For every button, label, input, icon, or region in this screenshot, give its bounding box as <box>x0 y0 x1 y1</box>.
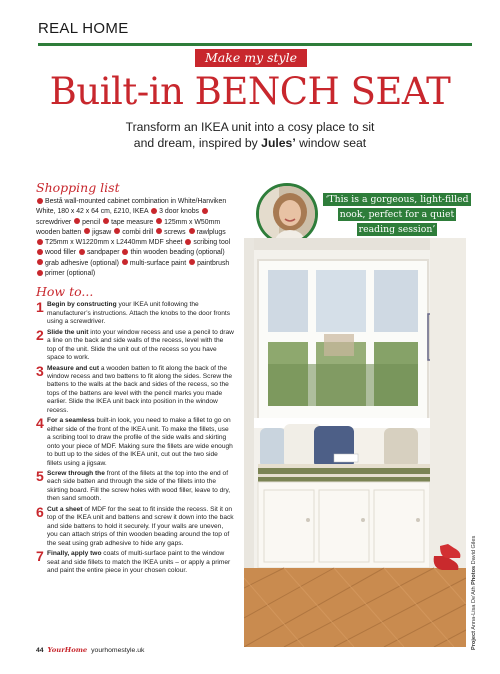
step-text: your IKEA unit following the manufacturer’s instructions. Attach the knobs to the door fronts using a screwdriver. <box>47 301 231 326</box>
bench-seat-photo <box>244 238 466 647</box>
photo-illustration <box>244 238 466 647</box>
step-text: into your window recess and use a pencil to draw a line on the back and side walls of the recess, level with the top of the unit. Slide the unit out of the recess so you have space to work. <box>47 328 234 362</box>
how-to-heading: How to... <box>36 284 94 300</box>
shopping-item: rawlplugs <box>188 229 226 236</box>
bullet-dot-icon <box>37 198 43 204</box>
page-title: Built-in BENCH SEAT <box>49 70 451 113</box>
homeowner-portrait <box>256 183 318 245</box>
shopping-item: wood filler <box>36 249 78 256</box>
shopping-item: grab adhesive (optional) <box>36 260 121 267</box>
shopping-item: tape measure <box>102 219 155 226</box>
shopping-list-heading: Shopping list <box>36 180 120 195</box>
shopping-item: T25mm x W1220mm x L2440mm MDF sheet <box>36 239 184 246</box>
step-number: 5 <box>36 467 44 484</box>
step-text: coats of multi-surface paint to the window seat and side fillets to match the IKEA units – or apply a primer and paint the entire piece in your chosen colour. <box>47 550 231 574</box>
bullet-dot-icon <box>84 228 90 234</box>
step-item <box>36 301 234 326</box>
bullet-dot-icon <box>103 218 109 224</box>
bullet-dot-icon <box>37 239 43 245</box>
step-text: a wooden batten to fit along the back of the window recess and two battens to fit along the sides. Screw the battens to the walls at the back and sides of the recess, so the tops of the battens are level with the pencil marks you made earlier. Slide the IKEA unit back into position in the window recess. <box>47 364 233 414</box>
bullet-dot-icon <box>37 249 43 255</box>
bullet-dot-icon <box>37 270 43 276</box>
bullet-dot-icon <box>122 249 128 255</box>
step-lead: Slide the unit <box>47 328 89 336</box>
bullet-dot-icon <box>189 228 195 234</box>
subtitle-line-2: and dream, inspired by <box>133 136 262 150</box>
step-lead: Cut a sheet <box>47 505 83 513</box>
step-text: built-in look, you need to make a fillet to go on either side of the front of the IKEA unit. To make the fillets, use a scribing tool to draw the profile of the side walls and skirting onto your piece of MDF. Making sure the fillets are wide enough to butt up to the sides of the IKEA unit, cut out the two side fillets using a jigsaw. <box>47 417 233 467</box>
bullet-dot-icon <box>79 249 85 255</box>
bullet-dot-icon <box>185 239 191 245</box>
step-number: 4 <box>36 415 44 432</box>
instructions-column <box>36 180 234 575</box>
subtitle <box>60 119 440 151</box>
step-lead: Finally, apply two <box>47 550 102 558</box>
shopping-item: scribing tool <box>184 239 230 246</box>
bullet-dot-icon <box>74 218 80 224</box>
step-text: front of the fillets at the top into the end of each side batten and through the side of the fillets into the skirting board. Fill the screw holes with wood filler, leave to dry, then sand smooth. <box>47 469 231 503</box>
shopping-item: pencil <box>73 219 102 226</box>
bullet-dot-icon <box>156 228 162 234</box>
step-lead: Screw through the <box>47 469 105 477</box>
bullet-dot-icon <box>122 259 128 265</box>
step-item <box>36 417 234 468</box>
step-item <box>36 467 234 504</box>
step-item <box>36 503 234 548</box>
portrait-image <box>259 186 318 245</box>
page-number: 44 <box>36 647 44 654</box>
website-url: yourhomestyle.uk <box>91 647 145 654</box>
header-rule <box>38 43 472 46</box>
step-lead: Measure and cut <box>47 364 100 372</box>
shopping-item: paintbrush <box>188 260 229 267</box>
shopping-item: multi-surface paint <box>121 260 188 267</box>
shopping-item: screws <box>155 229 187 236</box>
shopping-item: sandpaper <box>78 249 122 256</box>
step-text: of MDF for the seat to fit inside the recess. Sit it on top of the IKEA unit and battens and screw it down into the back and side battens to hold it securely. If your walls are uneven, you can attach strips of thin wooden beading around the top of the seat using grab adhesive to hide any gaps. <box>47 505 234 547</box>
subtitle-name: Jules’ <box>261 136 296 150</box>
shopping-item: Bestå wall-mounted cabinet combination in White/Hanviken White, 180 x 42 x 64 cm, £210, IKEA <box>36 198 227 216</box>
shopping-item: screwdriver <box>36 208 210 225</box>
shopping-item: primer (optional) <box>36 270 95 277</box>
shopping-item: jigsaw <box>83 229 113 236</box>
subtitle-line-1: Transform an IKEA unit into a cosy place to sit <box>125 120 375 134</box>
style-tag: Make my style <box>195 49 307 67</box>
pull-quote <box>322 192 472 237</box>
shopping-item: combi drill <box>113 229 155 236</box>
step-number: 7 <box>36 548 44 565</box>
step-item <box>36 550 234 575</box>
step-item <box>36 362 234 416</box>
pull-quote-text: ‘This is a gorgeous, light-filled nook, perfect for a quiet reading session’ <box>325 194 469 235</box>
bullet-dot-icon <box>37 259 43 265</box>
step-number: 1 <box>36 299 44 316</box>
shopping-item: 3 door knobs <box>150 208 201 215</box>
subtitle-line-3: window seat <box>295 136 367 150</box>
section-label: REAL HOME <box>38 20 129 37</box>
step-item <box>36 326 234 363</box>
photo-credit <box>467 500 481 650</box>
page-footer <box>36 646 144 654</box>
bullet-dot-icon <box>202 208 208 214</box>
shopping-item: thin wooden beading (optional) <box>121 249 224 256</box>
bullet-dot-icon <box>189 259 195 265</box>
bullet-dot-icon <box>156 218 162 224</box>
step-lead: For a seamless <box>47 417 95 425</box>
step-number: 3 <box>36 362 44 379</box>
shopping-item: 125mm x W50mm wooden batten <box>36 218 221 236</box>
photo-credit-text: Project Anna-Lisa De'Ath Photos David Giles <box>471 535 477 650</box>
bullet-dot-icon <box>114 228 120 234</box>
step-number: 6 <box>36 503 44 520</box>
step-lead: Begin by constructing <box>47 301 117 309</box>
brand-logo: YourHome <box>47 646 88 654</box>
bullet-dot-icon <box>151 208 157 214</box>
shopping-list <box>36 197 234 279</box>
step-number: 2 <box>36 326 44 343</box>
steps-list <box>36 301 234 575</box>
